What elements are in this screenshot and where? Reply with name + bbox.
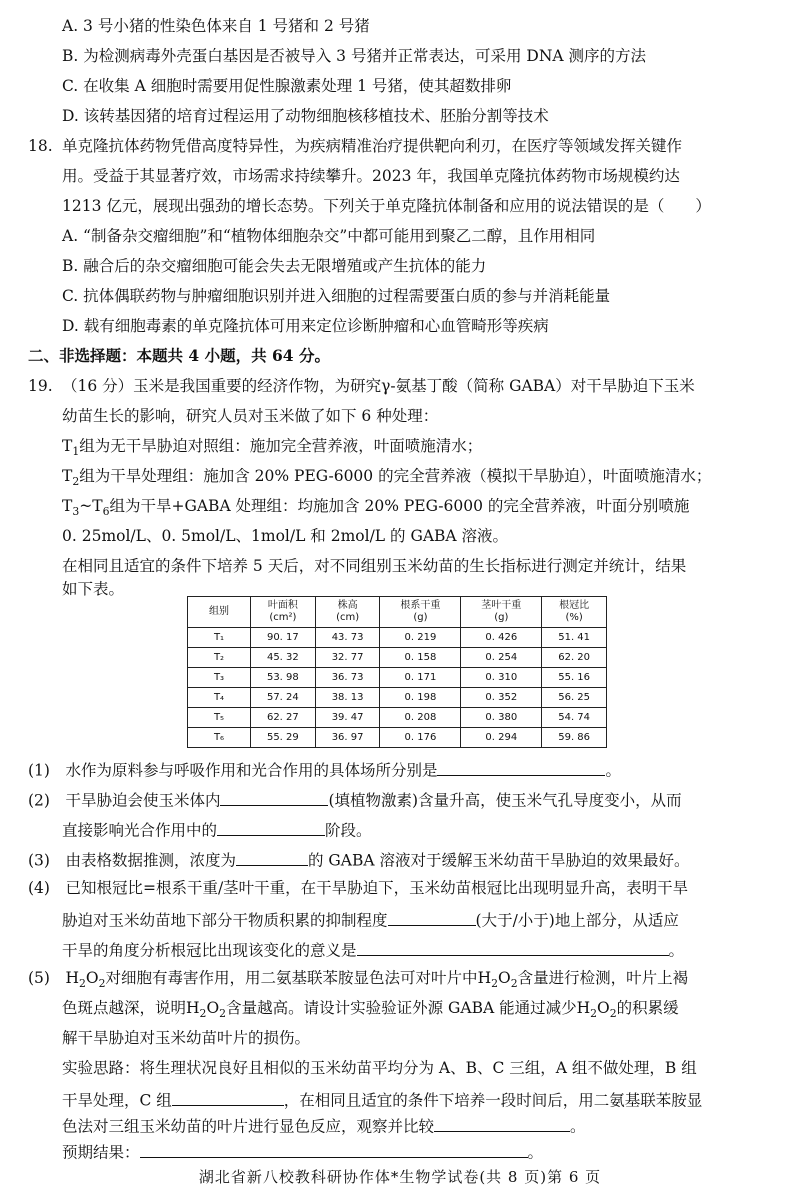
table-cell: 0. 176 <box>380 728 461 748</box>
table-cell: 0. 380 <box>461 708 542 728</box>
answer-blank[interactable] <box>172 1089 284 1106</box>
q17-option-c: C. 在收集 A 细胞时需要用促性腺激素处理 1 号猪，使其超数排卵 <box>62 77 512 95</box>
table-cell: 0. 294 <box>461 728 542 748</box>
q19-part4-line2: 胁迫对玉米幼苗地下部分干物质积累的抑制程度 (大于/小于)地上部分，从适应 <box>62 909 679 930</box>
q18-stem-line3: 1213 亿元，展现出强劲的增长态势。下列关于单克隆抗体制备和应用的说法错误的是（ ） <box>62 197 711 215</box>
q19-t3-t6-concentrations: 0. 25mol/L、0. 5mol/L、1mol/L 和 2mol/L 的 GABA 溶液。 <box>62 527 509 545</box>
table-cell: 36. 97 <box>315 728 380 748</box>
table-cell: 0. 171 <box>380 668 461 688</box>
answer-blank[interactable] <box>434 1115 570 1132</box>
table-cell: T₅ <box>188 708 251 728</box>
header-group: 组别 <box>188 597 251 628</box>
table-cell: T₆ <box>188 728 251 748</box>
table-cell: 90. 17 <box>251 628 316 648</box>
table-cell: 59. 86 <box>542 728 607 748</box>
q19-part5-line1: (5) $H_2O_2$对细胞有毒害作用，用二氨基联苯胺显色法可对叶片中$H_2O_2$含量进行检测，叶片上褐 <box>28 969 689 991</box>
page-footer: 湖北省新八校教科研协作体*生物学试卷(共 8 页)第 6 页 <box>198 1168 602 1186</box>
q19-idea-line1: 实验思路：将生理状况良好且相似的玉米幼苗平均分为 A、B、C 三组，A 组不做处理，B 组 <box>62 1059 697 1077</box>
answer-blank[interactable] <box>217 819 325 836</box>
q19-idea-line3: 色法对三组玉米幼苗的叶片进行显色反应，观察并比较 。 <box>62 1115 586 1136</box>
table-cell: T₄ <box>188 688 251 708</box>
q17-option-b: B. 为检测病毒外壳蛋白基因是否被导入 3 号猪并正常表达，可采用 DNA 测序的方法 <box>62 47 646 65</box>
table-cell: 32. 77 <box>315 648 380 668</box>
q19-part2-line1: (2) 干旱胁迫会使玉米体内 (填植物激素)含量升高，使玉米气孔导度变小，从而 <box>28 789 682 810</box>
table-cell: T₃ <box>188 668 251 688</box>
table-cell: 0. 310 <box>461 668 542 688</box>
table-row <box>188 648 607 668</box>
table-cell: 0. 198 <box>380 688 461 708</box>
q19-part4-line1: (4) 已知根冠比=根系干重/茎叶干重，在干旱胁迫下，玉米幼苗根冠比出现明显升高，表明干旱 <box>28 879 689 897</box>
table-cell: 55. 16 <box>542 668 607 688</box>
q19-culture-line2: 如下表。 <box>62 580 125 598</box>
answer-blank[interactable] <box>236 849 308 866</box>
table-cell: 51. 41 <box>542 628 607 648</box>
table-header-row <box>188 597 607 628</box>
header-shoot-dry-weight: 茎叶干重 (g) <box>461 597 542 628</box>
table-cell: 39. 47 <box>315 708 380 728</box>
table-row <box>188 728 607 748</box>
table-cell: 56. 25 <box>542 688 607 708</box>
header-root-dry-weight: 根系干重 (g) <box>380 597 461 628</box>
answer-blank[interactable] <box>388 909 476 926</box>
q18-stem-line2: 用。受益于其显著疗效，市场需求持续攀升。2023 年，我国单克隆抗体药物市场规模约达 <box>62 167 680 185</box>
table-cell: 0. 208 <box>380 708 461 728</box>
answer-blank[interactable] <box>220 789 328 806</box>
q18-option-a: A. “制备杂交瘤细胞”和“植物体细胞杂交”中都可能用到聚乙二醇，且作用相同 <box>62 227 596 245</box>
table-cell: 62. 27 <box>251 708 316 728</box>
table-cell: 55. 29 <box>251 728 316 748</box>
q19-expected-result: 预期结果： 。 <box>62 1141 543 1162</box>
q19-t3-t6-desc: $T_3\sim T_6$组为干旱+GABA 处理组：均施加含 20% PEG-6000 的完全营养液，叶面分别喷施 <box>62 497 690 519</box>
header-root-shoot-ratio: 根冠比 (%) <box>542 597 607 628</box>
answer-blank[interactable] <box>357 939 669 956</box>
q17-option-d: D. 该转基因猪的培育过程运用了动物细胞核移植技术、胚胎分割等技术 <box>62 107 549 125</box>
q18-option-d: D. 载有细胞毒素的单克隆抗体可用来定位诊断肿瘤和心血管畸形等疾病 <box>62 317 549 335</box>
table-row <box>188 668 607 688</box>
q18-stem-line1: 单克隆抗体药物凭借高度特异性，为疾病精准治疗提供靶向利刃，在医疗等领域发挥关键作 <box>62 137 683 155</box>
q19-culture-line1: 在相同且适宜的条件下培养 5 天后，对不同组别玉米幼苗的生长指标进行测定并统计，结果 <box>62 557 687 575</box>
table-cell: 0. 158 <box>380 648 461 668</box>
table-cell: 62. 20 <box>542 648 607 668</box>
table-cell: 45. 32 <box>251 648 316 668</box>
q18-option-b: B. 融合后的杂交瘤细胞可能会失去无限增殖或产生抗体的能力 <box>62 257 487 275</box>
table-cell: T₁ <box>188 628 251 648</box>
answer-blank[interactable] <box>140 1141 528 1158</box>
q19-part1: (1) 水作为原料参与呼吸作用和光合作用的具体场所分别是 。 <box>28 759 621 780</box>
q17-option-a: A. 3 号小猪的性染色体来自 1 号猪和 2 号猪 <box>62 17 370 35</box>
q19-idea-line2: 干旱处理，C 组 ，在相同且适宜的条件下培养一段时间后，用二氨基联苯胺显 <box>62 1089 702 1110</box>
table-cell: 0. 352 <box>461 688 542 708</box>
table-cell: 38. 13 <box>315 688 380 708</box>
header-leaf-area: 叶面积 (cm²) <box>251 597 316 628</box>
q19-stem-line2: 幼苗生长的影响，研究人员对玉米做了如下 6 种处理： <box>62 407 439 425</box>
growth-data-table <box>187 596 607 748</box>
q19-part3: (3) 由表格数据推测，浓度为 的 GABA 溶液对于缓解玉米幼苗干旱胁迫的效果最好。 <box>28 849 689 870</box>
q19-number: 19. <box>28 377 53 395</box>
q19-stem-line1: （16 分）玉米是我国重要的经济作物，为研究γ-氨基丁酸（简称 GABA）对干旱胁迫下玉米 <box>62 377 695 395</box>
table-cell: 54. 74 <box>542 708 607 728</box>
table-cell: 53. 98 <box>251 668 316 688</box>
q19-t2-desc: $T_2$组为干旱处理组：施加含 20% PEG-6000 的完全营养液（模拟干旱胁迫），叶面喷施清水； <box>62 467 712 489</box>
answer-blank[interactable] <box>437 759 605 776</box>
header-plant-height: 株高 (cm) <box>315 597 380 628</box>
table-cell: 57. 24 <box>251 688 316 708</box>
q18-number: 18. <box>28 137 53 155</box>
table-cell: 36. 73 <box>315 668 380 688</box>
table-cell: T₂ <box>188 648 251 668</box>
q19-part5-line3: 解干旱胁迫对玉米幼苗叶片的损伤。 <box>62 1029 311 1047</box>
q19-t1-desc: $T_1$组为无干旱胁迫对照组：施加完全营养液，叶面喷施清水； <box>62 437 483 459</box>
table-cell: 0. 254 <box>461 648 542 668</box>
table-cell: 0. 219 <box>380 628 461 648</box>
table-row <box>188 628 607 648</box>
q18-option-c: C. 抗体偶联药物与肿瘤细胞识别并进入细胞的过程需要蛋白质的参与并消耗能量 <box>62 287 611 305</box>
table-row <box>188 708 607 728</box>
q19-part2-line2: 直接影响光合作用中的 阶段。 <box>62 819 372 840</box>
table-cell: 43. 73 <box>315 628 380 648</box>
table-cell: 0. 426 <box>461 628 542 648</box>
section-heading: 二、非选择题：本题共 4 小题，共 64 分。 <box>28 346 330 365</box>
table-row <box>188 688 607 708</box>
q19-part4-line3: 干旱的角度分析根冠比出现该变化的意义是 。 <box>62 939 684 960</box>
q19-part5-line2: 色斑点越深，说明$H_2O_2$含量越高。请设计实验验证外源 GABA 能通过减少$H_2O_2$的积累缓 <box>62 999 679 1021</box>
